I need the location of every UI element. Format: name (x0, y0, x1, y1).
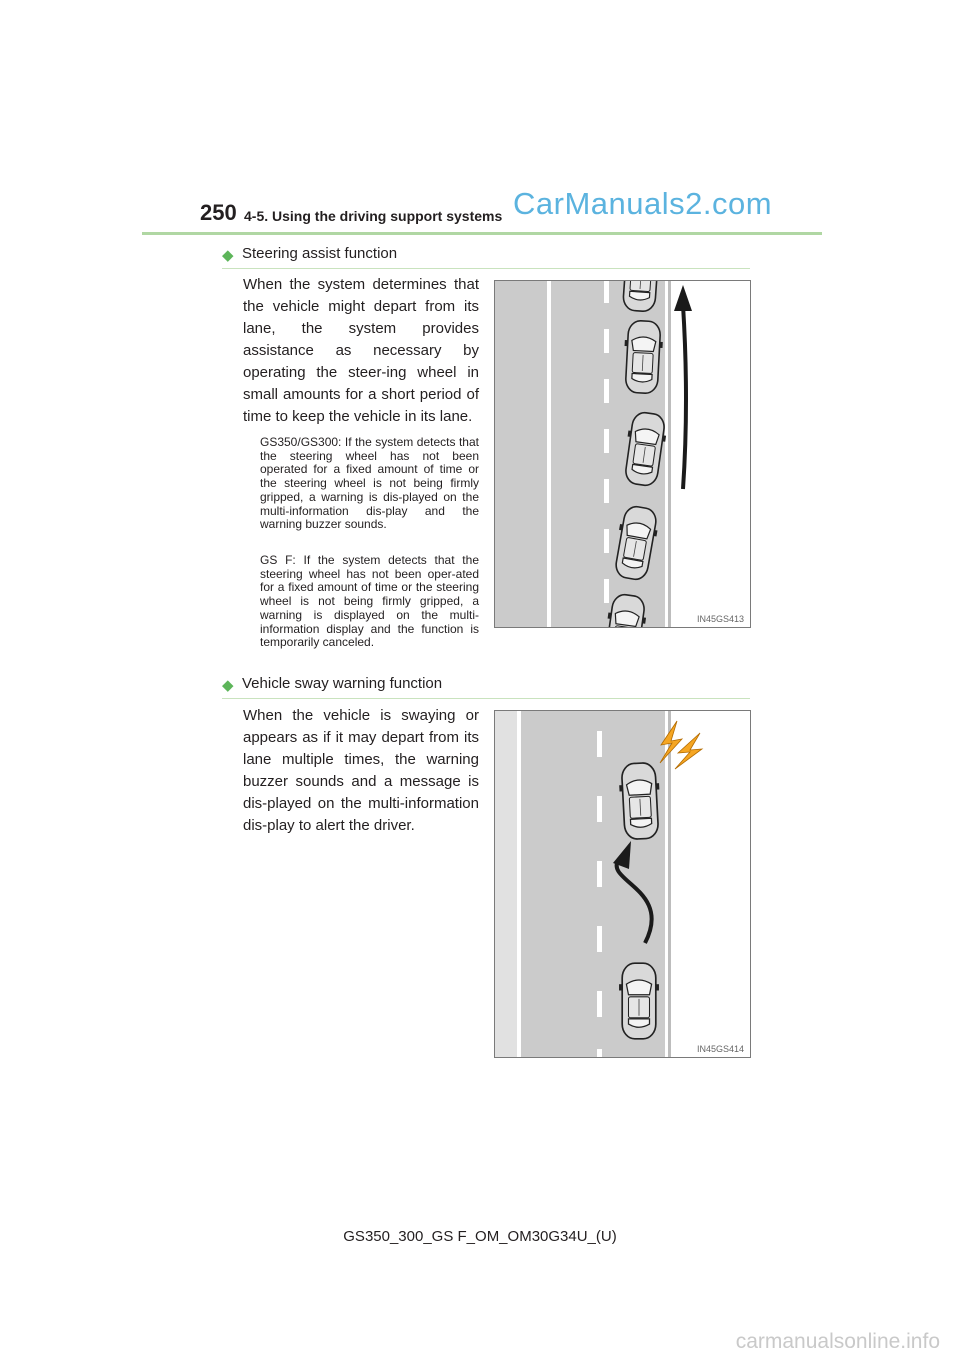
watermark-top[interactable]: CarManuals2.com (513, 186, 773, 221)
steering-assist-figure (494, 280, 751, 628)
watermark-bottom[interactable]: carmanualsonline.info (735, 1330, 940, 1353)
figure-code: IN45GS414 (696, 1044, 744, 1054)
vehicle-sway-figure (494, 710, 751, 1058)
section-title: 4-5. Using the driving support systems (244, 208, 503, 224)
page-number: 250 (200, 200, 237, 225)
note-paragraph: GS350/GS300: If the system detects that the steering wheel has not been operated for a fixed amount of time or the steering wheel is not being firmly gripped, a warning is dis-played on the multi-information dis-play and the warning buzzer sounds. (260, 435, 479, 532)
body-paragraph: When the vehicle is swaying or appears as if it may depart from its lane multiple times, the warning buzzer sounds and a message is dis-played on the multi-information dis-play to alert the driver. (243, 707, 479, 834)
heading-steering-assist (222, 242, 750, 269)
footer-code: GS350_300_GS F_OM_OM30G34U_(U) (343, 1228, 617, 1245)
diamond-icon: ◆ (222, 677, 234, 694)
body-paragraph: When the system determines that the vehicle might depart from its lane, the system provides assistance as necessary by operating the steer-ing wheel in small amounts for a short period of time to keep the vehicle in its lane. (243, 276, 479, 425)
note-paragraph: GS F: If the system detects that the steering wheel has not been oper-ated for a fixed amount of time or the steering wheel is not being firmly gripped, a warning is displayed on the multi-information display and the function is temporarily canceled. (260, 553, 479, 650)
heading-vehicle-sway (222, 672, 750, 699)
diamond-icon: ◆ (222, 247, 234, 264)
header-divider (142, 232, 822, 235)
heading-text: Steering assist function (242, 245, 398, 262)
figure-code: IN45GS413 (696, 614, 744, 624)
heading-text: Vehicle sway warning function (242, 675, 443, 692)
